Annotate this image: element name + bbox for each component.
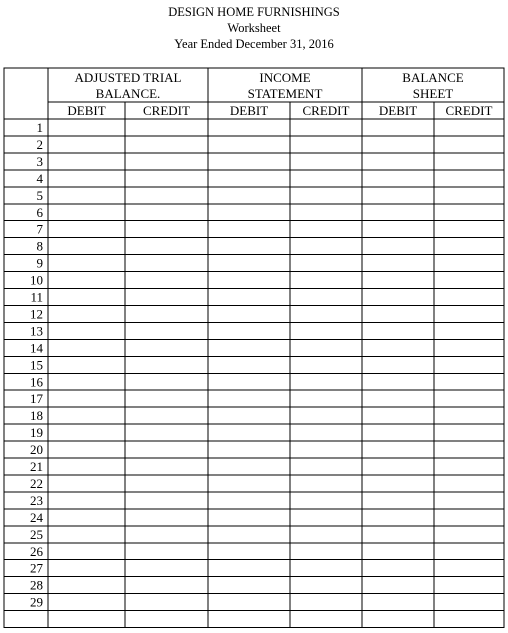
group-header-line2: BALANCE.: [95, 86, 161, 101]
row-number: 11: [30, 289, 43, 305]
row-number: 25: [30, 526, 43, 542]
table-border: [4, 68, 504, 628]
row-number: 1: [36, 120, 43, 135]
row-number: 5: [36, 187, 43, 203]
row-number: 17: [30, 391, 43, 407]
worksheet-period: Year Ended December 31, 2016: [174, 37, 334, 51]
column-header-credit: CREDIT: [445, 103, 493, 118]
group-header-line1: INCOME: [259, 70, 311, 85]
column-header-debit: DEBIT: [229, 103, 269, 118]
row-number: 24: [30, 509, 43, 525]
row-number: 26: [30, 543, 43, 559]
row-number: 8: [36, 238, 43, 254]
row-number: 19: [30, 425, 43, 441]
row-number: 23: [30, 492, 43, 508]
row-number: 6: [36, 204, 43, 220]
row-number: 4: [36, 170, 43, 186]
row-number: 28: [30, 577, 43, 593]
column-header-debit: DEBIT: [378, 103, 418, 118]
row-number: 22: [30, 475, 43, 491]
row-number: 16: [30, 374, 43, 390]
group-header-line1: BALANCE: [402, 70, 464, 85]
group-header-line1: ADJUSTED TRIAL: [74, 70, 182, 85]
column-header-debit: DEBIT: [67, 103, 106, 118]
row-number: 12: [30, 306, 43, 322]
row-number: 7: [36, 221, 43, 237]
row-number: 20: [30, 442, 43, 458]
column-header-credit: CREDIT: [143, 103, 190, 118]
group-header-line2: SHEET: [412, 86, 454, 101]
row-number: 14: [30, 340, 43, 356]
row-number: 15: [30, 357, 43, 373]
row-number: 9: [36, 255, 43, 271]
row-number: 13: [30, 323, 43, 339]
row-number: 2: [36, 136, 43, 152]
row-number: 29: [30, 594, 43, 610]
row-number: 10: [30, 272, 43, 288]
column-header-credit: CREDIT: [302, 103, 350, 118]
row-number: 27: [30, 560, 43, 576]
row-number: 21: [30, 459, 43, 474]
worksheet-title: Worksheet: [227, 21, 281, 35]
company-name: DESIGN HOME FURNISHINGS: [168, 5, 340, 19]
row-number: 3: [36, 153, 43, 169]
row-number: 18: [30, 408, 43, 424]
group-header-line2: STATEMENT: [247, 86, 323, 101]
